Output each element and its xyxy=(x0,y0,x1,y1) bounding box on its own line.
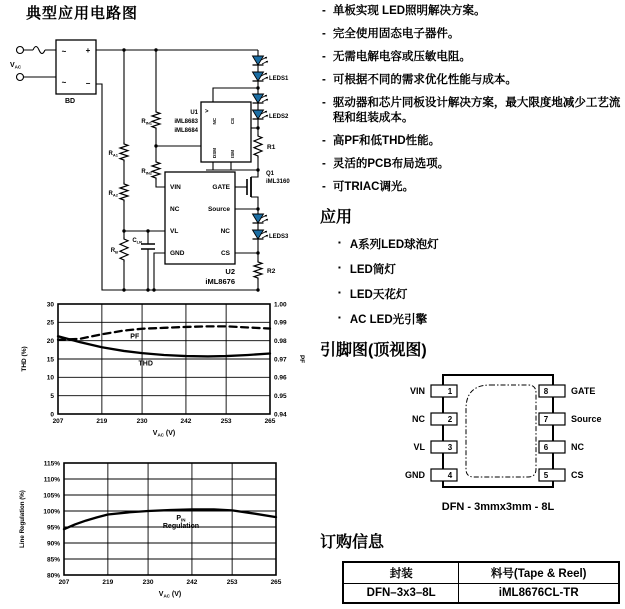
svg-text:80%: 80% xyxy=(46,572,60,580)
svg-text:+: + xyxy=(85,46,91,55)
svg-text:30: 30 xyxy=(46,301,54,309)
square-bullet-icon: ▪ xyxy=(338,288,341,298)
resistor-icon xyxy=(152,160,160,180)
rin2-label: $R_{IN2}$ xyxy=(141,169,152,176)
applications-heading: 应用 xyxy=(320,209,353,227)
dash-bullet-icon: - xyxy=(322,134,326,147)
led-icon xyxy=(253,72,269,81)
application-item: ▪ A系列LED球泡灯 xyxy=(338,238,439,252)
svg-text:DSM: DSM xyxy=(212,148,217,158)
feature-item: - 可根据不同的需求优化性能与成本。 xyxy=(322,73,517,86)
pin-label: NC xyxy=(571,442,584,453)
led-icon xyxy=(253,94,269,103)
u1-pin1-mark: > xyxy=(205,109,209,115)
square-bullet-icon: ▪ xyxy=(338,263,341,273)
table-cell: DFN–3x3–8L xyxy=(343,584,459,604)
svg-text:110%: 110% xyxy=(43,476,60,484)
u1-part-a: iML8683 xyxy=(174,119,198,125)
pin-label: VIN xyxy=(409,386,425,397)
ac-sine-icon xyxy=(33,47,45,54)
leds3-label: LEDS3 xyxy=(269,234,289,240)
svg-text:253: 253 xyxy=(226,579,238,586)
svg-text:VAC (V): $V_{AC}$ (V) xyxy=(158,591,182,599)
junction-dot xyxy=(256,86,259,89)
feature-item: - 可TRIAC调光。 xyxy=(322,180,414,193)
resistor-icon xyxy=(152,110,160,130)
table-row xyxy=(343,584,619,604)
svg-text:−: − xyxy=(85,79,91,88)
resistor-icon xyxy=(254,134,262,158)
square-bullet-icon: ▪ xyxy=(338,313,341,323)
pin-number: 4 xyxy=(447,471,453,481)
pin-label: VL xyxy=(413,442,425,453)
feature-item: - 单板实现 LED照明解决方案。 xyxy=(322,5,486,17)
resistor-icon xyxy=(120,182,128,202)
dash-bullet-icon: - xyxy=(322,96,326,109)
exposed-pad-outline xyxy=(466,385,536,477)
vac-label: $V_{AC}$ xyxy=(10,62,22,70)
pin-box xyxy=(431,441,457,453)
svg-text:253: 253 xyxy=(220,418,232,425)
svg-text:VAC (V): $V_{AC}$ (V) xyxy=(152,430,176,438)
feature-item: - 高PF和低THD性能。 xyxy=(322,134,441,147)
svg-text:265: 265 xyxy=(264,418,276,425)
leds1-label: LEDS1 xyxy=(269,76,289,82)
pin-number: 8 xyxy=(543,387,549,397)
dash-bullet-icon: - xyxy=(322,27,326,40)
applications-list xyxy=(318,236,623,327)
led-icon xyxy=(253,110,269,119)
ordering-heading: 订购信息 xyxy=(320,534,385,552)
svg-text:GND: GND xyxy=(170,250,185,257)
ra2-label: $R_{A2}$ xyxy=(108,191,118,198)
svg-text:ISM: ISM xyxy=(230,149,235,158)
svg-text:Line Regulation (%): Line Regulation (%) xyxy=(19,490,26,548)
feature-item: - 驱动器和芯片同板设计解决方案，最大限度地减少工艺流程和组装成本。 xyxy=(322,96,621,124)
thd-pf-chart xyxy=(8,294,308,446)
series-pf xyxy=(58,326,270,339)
pin-number: 1 xyxy=(447,387,453,397)
led-icon xyxy=(253,214,269,223)
u1-part-b: iML8684 xyxy=(174,128,198,134)
q1-part: iML3160 xyxy=(266,179,290,185)
svg-text:Regulation: Regulation xyxy=(162,522,200,530)
svg-text:CS: CS xyxy=(220,250,230,257)
svg-text:25: 25 xyxy=(46,319,54,327)
package-pins xyxy=(405,385,602,481)
pin-number: 7 xyxy=(543,415,549,425)
svg-text:THD: THD xyxy=(138,360,153,368)
junction-dot xyxy=(146,288,149,291)
resistor-icon xyxy=(254,260,262,280)
application-item: ▪ LED筒灯 xyxy=(338,263,396,277)
svg-text:20: 20 xyxy=(46,338,54,346)
feature-item: - 无需电解电容或压敏电阻。 xyxy=(322,50,471,63)
pin-number: 6 xyxy=(543,443,549,453)
svg-text:85%: 85% xyxy=(46,556,60,564)
junction-dot xyxy=(256,168,259,171)
pin-box xyxy=(431,413,457,425)
svg-text:VIN: VIN xyxy=(170,184,181,191)
u2-part: iML8676 xyxy=(205,277,235,286)
junction-dot xyxy=(256,207,259,210)
svg-text:265: 265 xyxy=(270,579,282,586)
pin-box xyxy=(431,385,457,397)
bd-label: BD xyxy=(64,98,76,105)
svg-text:230: 230 xyxy=(142,579,154,586)
svg-text:NC: NC xyxy=(212,118,217,125)
junction-dot xyxy=(154,144,157,147)
pin-diagram-heading: 引脚图(顶视图) xyxy=(320,342,427,360)
svg-text:10: 10 xyxy=(46,374,54,382)
feature-item: - 完全使用固态电子器件。 xyxy=(322,27,460,40)
u1-ref: U1 xyxy=(190,110,198,116)
feature-item: - 灵活的PCB布局选项。 xyxy=(322,157,450,170)
clr-label: $C_{LR}$ xyxy=(132,238,142,245)
svg-text:NC: NC xyxy=(170,206,180,213)
svg-text:0: 0 xyxy=(50,411,54,419)
junction-dot xyxy=(122,48,125,51)
svg-text:207: 207 xyxy=(58,579,70,586)
package-caption: DFN - 3mmx3mm - 8L xyxy=(441,501,555,514)
svg-text:0.96: 0.96 xyxy=(274,374,287,382)
leds2-label: LEDS2 xyxy=(269,114,289,120)
svg-text:CS: CS xyxy=(230,118,235,125)
application-circuit-diagram xyxy=(8,22,314,294)
pin-label: NC xyxy=(412,414,425,425)
table-header: 封装 xyxy=(343,562,459,584)
svg-text:207: 207 xyxy=(52,418,64,425)
svg-text:90%: 90% xyxy=(46,540,60,548)
application-item: ▪ LED天花灯 xyxy=(338,288,408,302)
dash-bullet-icon: - xyxy=(322,5,326,17)
pin-label: GATE xyxy=(571,386,596,397)
pin-label: CS xyxy=(571,470,584,481)
u2-ref: U2 xyxy=(225,267,235,276)
pin-diagram xyxy=(378,369,618,519)
svg-text:219: 219 xyxy=(102,579,114,586)
pin-number: 3 xyxy=(447,443,453,453)
right-column xyxy=(318,0,623,604)
table-cell: iML8676CL-TR xyxy=(459,584,619,604)
junction-dot xyxy=(154,48,157,51)
r1-label: R1 xyxy=(267,144,276,151)
svg-text:1.00: 1.00 xyxy=(274,301,287,309)
junction-dot xyxy=(256,288,259,291)
application-item: ▪ AC LED光引擎 xyxy=(338,313,428,327)
table-header: 料号(Tape & Reel) xyxy=(459,562,619,584)
pin-box xyxy=(431,469,457,481)
square-bullet-icon: ▪ xyxy=(338,238,341,248)
svg-text:95%: 95% xyxy=(46,524,60,532)
q1-ref: Q1 xyxy=(266,171,275,177)
svg-text:GATE: GATE xyxy=(212,184,230,191)
svg-text:0.94: 0.94 xyxy=(274,411,287,419)
svg-text:0.97: 0.97 xyxy=(274,356,287,364)
dash-bullet-icon: - xyxy=(322,50,326,63)
svg-text:VL: VL xyxy=(170,228,179,235)
svg-text:15: 15 xyxy=(46,356,54,364)
pin-label: GND xyxy=(405,470,425,481)
svg-text:THD (%): THD (%) xyxy=(21,346,28,372)
pin-label: Source xyxy=(571,414,602,425)
series-thd xyxy=(58,336,270,356)
page-title: 典型应用电路图 xyxy=(26,5,139,22)
svg-text:~: ~ xyxy=(61,78,67,87)
junction-dot xyxy=(152,288,155,291)
rin1-label: $R_{IN1}$ xyxy=(141,119,152,126)
pin-number: 5 xyxy=(543,471,549,481)
svg-text:100%: 100% xyxy=(43,508,60,516)
junction-dot xyxy=(122,229,125,232)
junction-dot xyxy=(256,126,259,129)
svg-text:115%: 115% xyxy=(43,460,60,468)
led-icon xyxy=(253,230,269,239)
resistor-icon xyxy=(120,237,128,262)
svg-text:219: 219 xyxy=(96,418,108,425)
svg-text:242: 242 xyxy=(186,579,198,586)
junction-dot xyxy=(146,229,149,232)
junction-dot xyxy=(122,288,125,291)
dash-bullet-icon: - xyxy=(322,180,326,193)
led-icon xyxy=(253,56,269,65)
svg-text:0.95: 0.95 xyxy=(274,393,287,401)
ra1-label: $R_{A1}$ xyxy=(108,151,118,158)
ordering-table xyxy=(342,561,620,604)
svg-text:Source: Source xyxy=(207,206,230,213)
r2-label: R2 xyxy=(267,268,276,275)
resistor-icon xyxy=(120,142,128,162)
line-regulation-chart xyxy=(8,455,308,607)
feature-list xyxy=(318,4,623,194)
svg-text:0.98: 0.98 xyxy=(274,338,287,346)
table-header-row xyxy=(343,562,619,584)
rb-label: $R_B$ xyxy=(110,248,118,255)
svg-text:230: 230 xyxy=(136,418,148,425)
dash-bullet-icon: - xyxy=(322,157,326,170)
svg-text:242: 242 xyxy=(180,418,192,425)
svg-text:PF: PF xyxy=(298,354,305,364)
svg-text:0.99: 0.99 xyxy=(274,319,287,327)
svg-text:PF: PF xyxy=(130,333,140,341)
dash-bullet-icon: - xyxy=(322,73,326,86)
svg-text:~: ~ xyxy=(61,47,67,56)
svg-text:5: 5 xyxy=(50,393,54,401)
pin-number: 2 xyxy=(447,415,453,425)
svg-text:PIN: $P_{IN}$ xyxy=(176,514,186,523)
svg-text:105%: 105% xyxy=(43,492,60,500)
junction-dot xyxy=(256,251,259,254)
svg-text:NC: NC xyxy=(220,228,230,235)
